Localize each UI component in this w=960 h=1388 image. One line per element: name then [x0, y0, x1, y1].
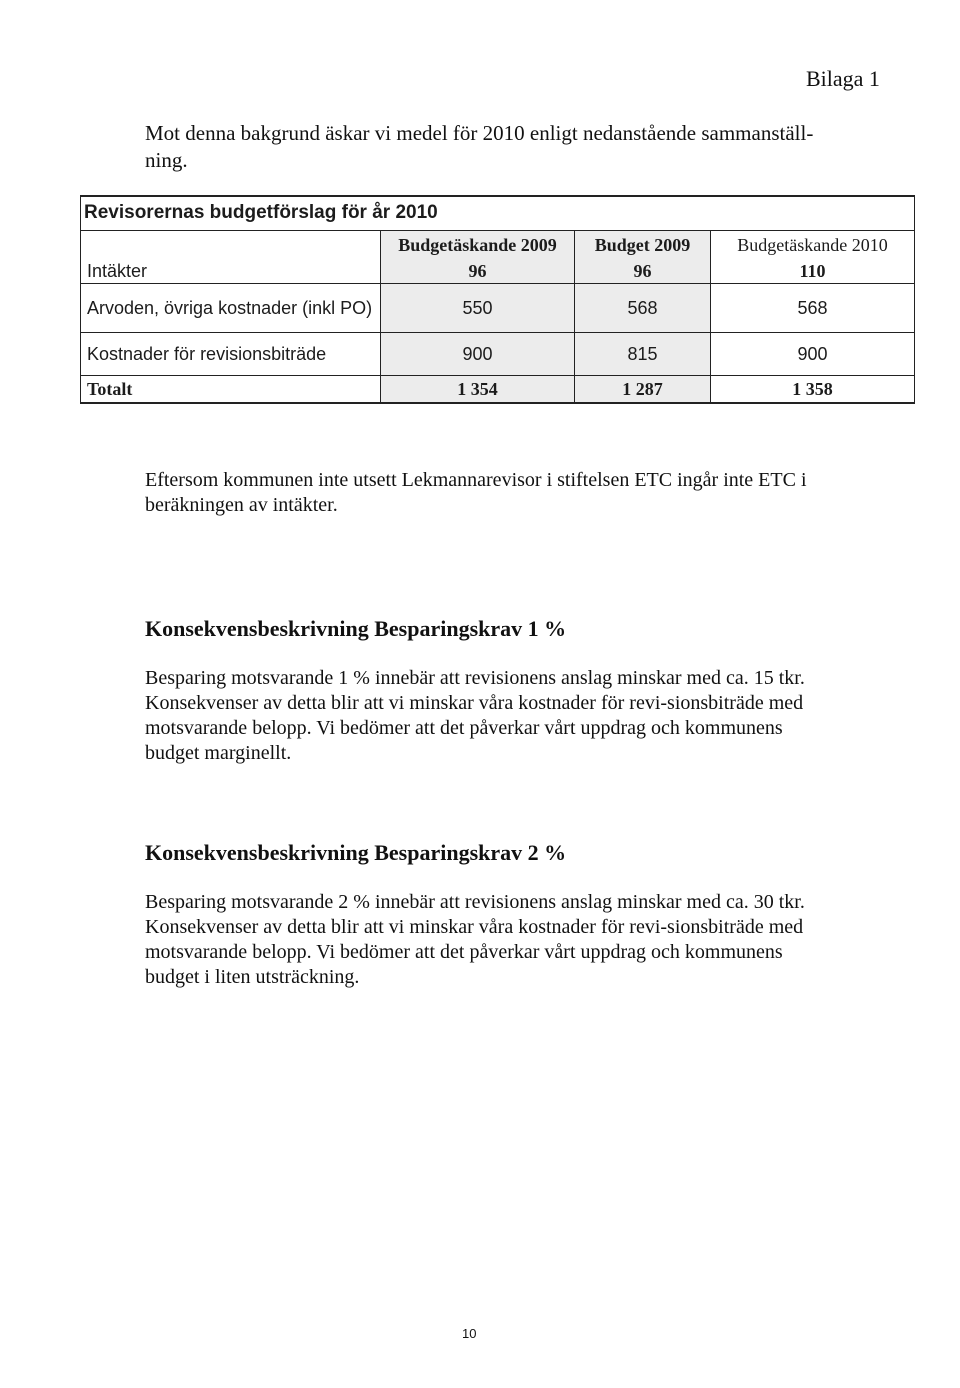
page-number: 10 [462, 1326, 477, 1341]
table-cell: 1 358 [711, 376, 915, 404]
table-title: Revisorernas budgetförslag för år 2010 [84, 202, 438, 223]
section-heading-2: Konsekvensbeskrivning Besparingskrav 2 % [145, 840, 567, 865]
section-body-2: Besparing motsvarande 2 % innebär att revisionens anslag minskar med ca. 30 tkr. Konsekvenser av detta blir att vi minskar våra kostnader för revi-sionsbiträde med motsvarande belopp. Vi bedömer att det påverkar vårt uppdrag och kommunens budget i liten utsträckning. [145, 891, 805, 988]
header-cell-empty [81, 231, 381, 260]
table-row [81, 284, 915, 333]
table-row [81, 259, 915, 284]
intro-paragraph: Mot denna bakgrund äskar vi medel för 2010 enligt nedanstående sammanställ-ning. [145, 121, 814, 172]
attachment-label: Bilaga 1 [806, 66, 880, 91]
row-label: Arvoden, övriga kostnader (inkl PO) [81, 284, 381, 333]
table-cell: 96 [381, 259, 575, 284]
table-cell: 568 [711, 284, 915, 333]
table-cell: 1 354 [381, 376, 575, 404]
table-note: Eftersom kommunen inte utsett Lekmannarevisor i stiftelsen ETC ingår inte ETC i beräkningen av intäkter. [145, 469, 807, 516]
row-label: Intäkter [81, 259, 381, 284]
header-cell-budgetaskande-2009: Budgetäskande 2009 [381, 231, 575, 260]
header-cell-budget-2009: Budget 2009 [575, 231, 711, 260]
table-cell: 568 [575, 284, 711, 333]
table-cell: 900 [711, 333, 915, 376]
row-label: Kostnader för revisionsbiträde [81, 333, 381, 376]
section-body-1: Besparing motsvarande 1 % innebär att revisionens anslag minskar med ca. 15 tkr. Konsekvenser av detta blir att vi minskar våra kostnader för revi-sionsbiträde med motsvarande belopp. Vi bedömer att det påverkar vårt uppdrag och kommunens budget marginellt. [145, 667, 805, 764]
table-cell: 815 [575, 333, 711, 376]
table-cell: 550 [381, 284, 575, 333]
budget-table [80, 195, 915, 404]
section-heading-1: Konsekvensbeskrivning Besparingskrav 1 % [145, 616, 567, 641]
table-cell: 900 [381, 333, 575, 376]
table-cell: 96 [575, 259, 711, 284]
table-cell: 110 [711, 259, 915, 284]
row-label-total: Totalt [81, 376, 381, 404]
table-row [81, 333, 915, 376]
table-total-row [81, 376, 915, 404]
header-cell-budgetaskande-2010: Budgetäskande 2010 [711, 231, 915, 260]
table-cell: 1 287 [575, 376, 711, 404]
table-header-row [81, 231, 915, 260]
